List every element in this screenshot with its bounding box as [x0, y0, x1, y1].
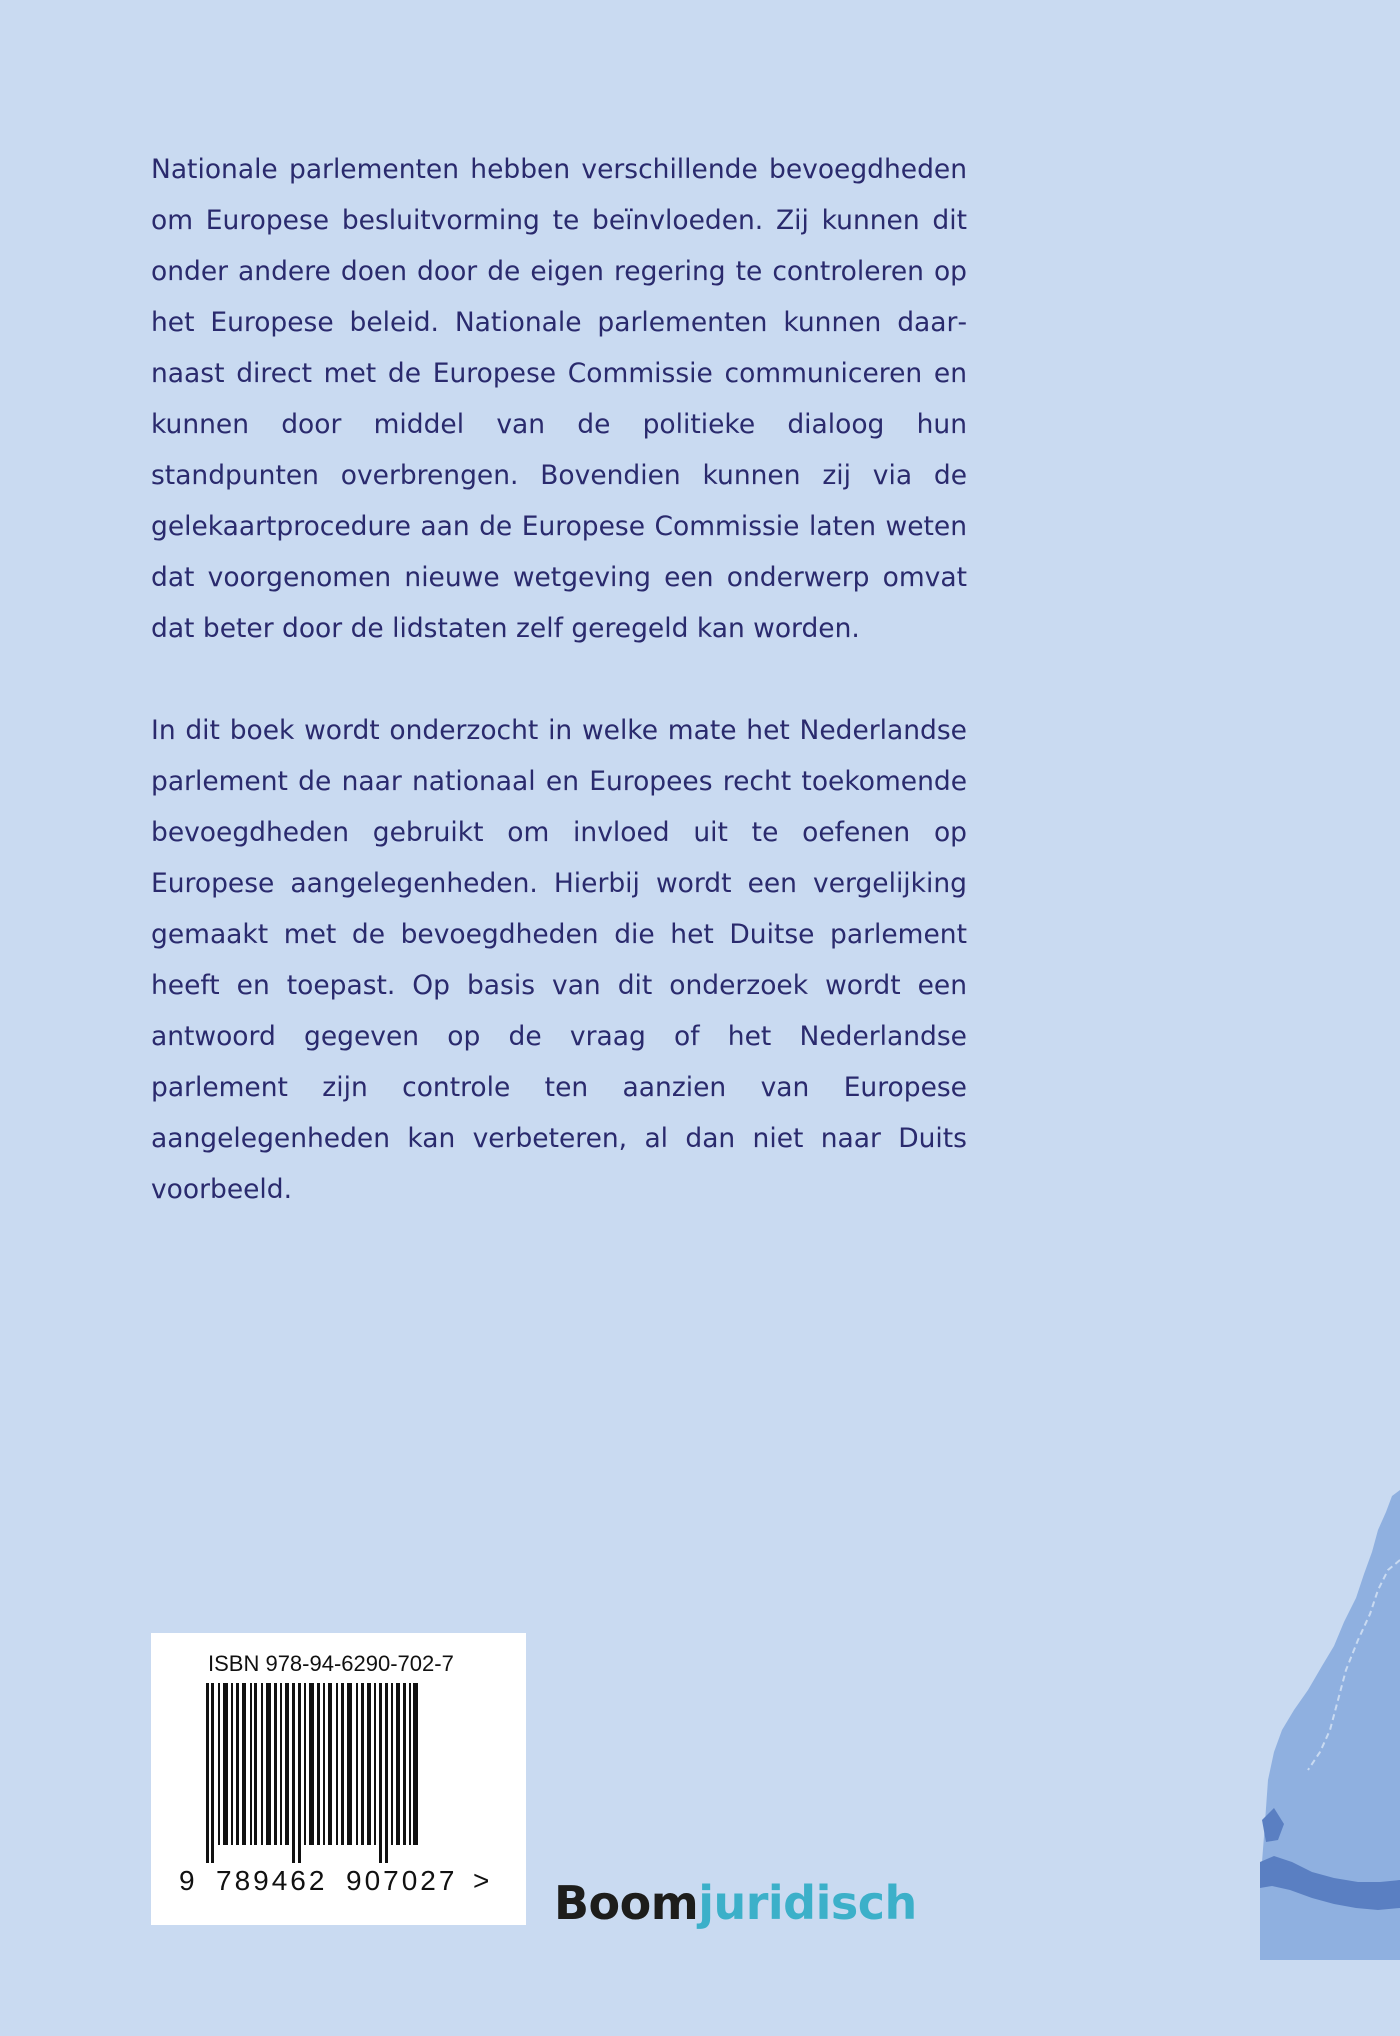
barcode-bar [367, 1683, 371, 1845]
barcode-bar [409, 1683, 411, 1845]
publisher-logo [554, 1875, 917, 1931]
barcode-bar [328, 1683, 332, 1845]
barcode-bar [266, 1683, 271, 1845]
barcode-bar [413, 1683, 418, 1845]
barcode-bar [391, 1683, 393, 1845]
barcode-bar [218, 1683, 220, 1845]
isbn-barcode [151, 1633, 526, 1925]
barcode-guard-bar [385, 1683, 388, 1863]
barcode-bar [223, 1683, 228, 1845]
barcode-bar [347, 1683, 352, 1845]
isbn-label: ISBN 978-94-6290-702-7 [208, 1651, 454, 1676]
barcode-bar [374, 1683, 376, 1845]
ean-group-2: 907027 [346, 1865, 458, 1896]
barcode-bar [285, 1683, 289, 1845]
barcode-bar [254, 1683, 257, 1845]
barcode-guard-bar [379, 1683, 382, 1863]
barcode-bar [317, 1683, 320, 1845]
barcode-bar [236, 1683, 239, 1845]
barcode-bar [336, 1683, 338, 1845]
barcode-bar [396, 1683, 400, 1845]
blurb-paragraph-1: Nationale parlementen hebben verschillende bevoegdheden om Europese besluitvorming te beïnvloeden. Zij kunnen dit onder andere doen door de eigen regering te controleren op het Europese beleid. Nationale parlementen kunnen daarnaast direct met de Europese Commissie communiceren en kunnen door middel van de politieke dialoog hun standpunten overbrengen. Bovendien kunnen zij via de gelekaartprocedure aan de Europese Commissie laten weten dat voorgenomen nieuwe wetgeving een onderwerp omvat dat beter door de lidstaten zelf geregeld kan worden. [151, 154, 967, 644]
barcode-guard-bar [206, 1683, 209, 1863]
publisher-name-boom: Boom [554, 1876, 699, 1930]
barcode-bars [206, 1683, 466, 1863]
blurb-paragraph-2: In dit boek wordt onderzocht in welke mate het Nederlandse parlement de naar nationaal en Europees recht toekomende bevoegdheden gebruikt om invloed uit te oefenen op Europese aangelegenheden. Hierbij wordt een vergelijking gemaakt met de bevoegdheden die het Duitse parlement heeft en toepast. Op basis van dit onderzoek wordt een antwoord gegeven op de vraag of het Nederlandse parlement zijn controle ten aanzien van Europese aangelegenheden kan verbeteren, al dan niet naar Duits voorbeeld. [151, 715, 967, 1205]
barcode-bar [231, 1683, 233, 1845]
barcode-bar [356, 1683, 358, 1845]
ean-first-digit: 9 [179, 1865, 196, 1896]
barcode-bar [261, 1683, 263, 1845]
blurb-text [151, 144, 967, 1215]
publisher-name-juridisch: juridisch [698, 1876, 917, 1930]
barcode-bar [304, 1683, 306, 1845]
barcode-bar [361, 1683, 364, 1845]
barcode-guard-bar [292, 1683, 295, 1863]
barcode-guard-bar [211, 1683, 214, 1863]
barcode-bar [323, 1683, 325, 1845]
barcode-bar [309, 1683, 314, 1845]
ean-group-1: 789462 [216, 1865, 328, 1896]
barcode-bar [242, 1683, 246, 1845]
barcode-bar [280, 1683, 282, 1845]
ean-arrow: > [473, 1865, 491, 1896]
barcode-bar [403, 1683, 406, 1845]
barcode-bar [274, 1683, 277, 1845]
netherlands-map-fragment-icon [1260, 1490, 1400, 1960]
barcode-guard-bar [298, 1683, 301, 1863]
barcode-bar [341, 1683, 344, 1845]
barcode-bar [250, 1683, 252, 1845]
